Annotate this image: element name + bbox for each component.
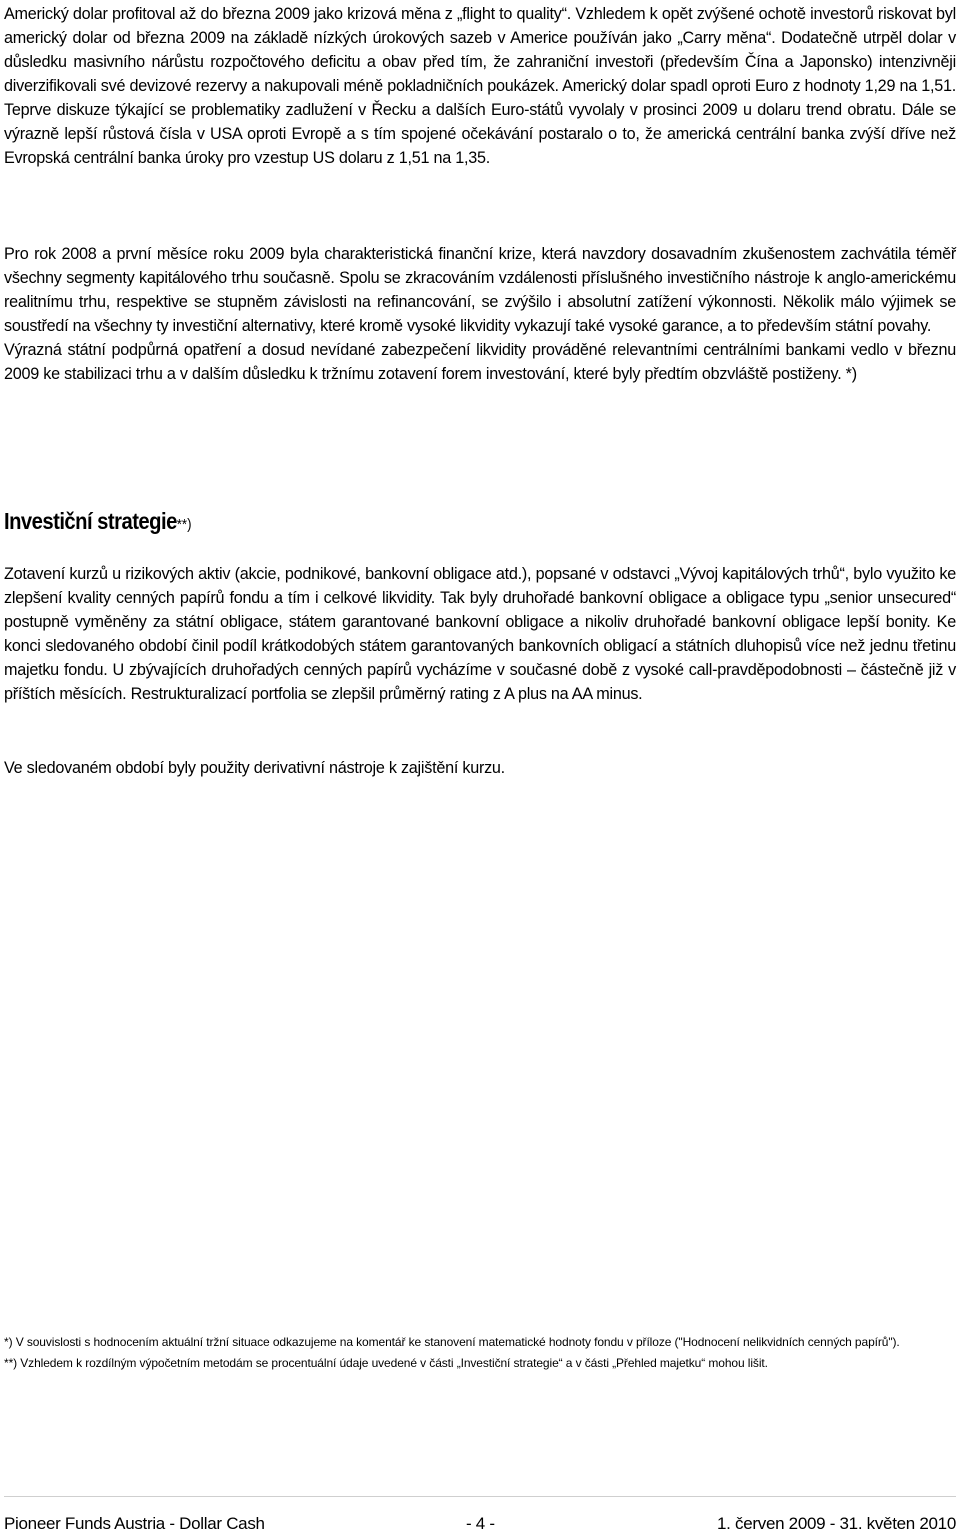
footnote-1: *) V souvislosti s hodnocením aktuální tržní situace odkazujeme na komentář ke stanovení matematické hodnoty fondu v příloze ("Hodnocení nelikvidních cenných papírů").: [4, 1335, 900, 1349]
footnote-2: **) Vzhledem k rozdílným výpočetním metodám se procentuální údaje uvedené v části „Investiční strategie“ a v části „Přehled majetku“ mohou lišit.: [4, 1356, 768, 1370]
paragraph-group-financial-crisis: [4, 242, 956, 386]
paragraph-investment-strategy: Zotavení kurzů u rizikových aktiv (akcie, podnikové, bankovní obligace atd.), popsané v odstavci „Vývoj kapitálových trhů“, bylo využito ke zlepšení kvality cenných papírů fondu a tím i celkové likvidity. Tak byly druhořadé bankovní obligace a obligace typu „senior unsecured“ postupně vyměněny za státní obligace, státem garantované bankovní obligace a nikoliv druhořadé bankovní obligace lepší bonity. Ke konci sledovaného období činil podíl krátkodobých státem garantovaných bankovních obligací a státních dluhopisů více než jednu třetinu majetku fondu. U zbývajících druhořadých cenných papírů vycházíme v současné době z vysoké call-pravděpodobnosti – částečně již v příštích měsících. Restrukturalizací portfolia se zlepšil průměrný rating z A plus na AA minus.: [4, 565, 956, 703]
footer-divider: [4, 1496, 956, 1497]
section-heading-investment-strategy: [4, 506, 191, 540]
paragraph-derivatives: Ve sledovaném období byly použity derivativní nástroje k zajištění kurzu.: [4, 759, 505, 777]
footnotes: [4, 1332, 956, 1374]
paragraph-state-support: Výrazná státní podpůrná opatření a dosud nevídané zabezpečení likvidity prováděné relevantními centrálními bankami vedlo v březnu 2009 ke stabilizaci trhu a v dalším důsledku k tržnímu zotavení forem investování, které byly předtím obzvláště postiženy. *): [4, 341, 956, 383]
page-footer: [4, 1513, 956, 1537]
footer-page-number: - 4 -: [466, 1514, 495, 1533]
footer-fund-name: Pioneer Funds Austria - Dollar Cash: [4, 1514, 265, 1533]
heading-footnote-mark: **): [176, 516, 192, 533]
footer-period: 1. červen 2009 - 31. květen 2010: [717, 1514, 956, 1533]
paragraph-financial-crisis: Pro rok 2008 a první měsíce roku 2009 byla charakteristická finanční krize, která navzdory dosavadním zkušenostem zachvátila téměř všechny segmenty kapitálového trhu současně. Spolu se zkracováním vzdálenosti příslušného investičního nástroje k anglo-americkému realitnímu trhu, respektive se stupněm závislosti na refinancování, se zvýšilo i absolutní zatížení výkonnosti. Několik málo výjimek se soustředí na všechny ty investiční alternativy, které kromě vysoké likvidity vykazují také vysoké garance, a to především státní povahy.: [4, 245, 956, 335]
heading-text: Investiční strategie: [4, 508, 177, 534]
paragraph-dollar-development: Americký dolar profitoval až do března 2009 jako krizová měna z „flight to quality“. Vzhledem k opět zvýšené ochotě investorů riskovat byl americký dolar od března 2009 na základě nízkých úrokových sazeb v Americe používán jako „Carry měna“. Dodatečně utrpěl dolar v důsledku masivního nárůstu rozpočtového deficitu a obav před tím, že zahraniční investoři (především Čína a Japonsko) intenzivněji diverzifikovali své devizové rezervy a nakupovali méně pokladničních poukázek. Americký dolar spadl oproti Euro z hodnoty 1,29 na 1,51. Teprve diskuze týkající se problematiky zadlužení v Řecku a dalších Euro-států vyvolaly v prosinci 2009 u dolaru trend obratu. Dále se výrazně lepší růstová čísla v USA oproti Evropě a s tím spojené očekávání postaralo o to, že americká centrální banka zvýší dříve než Evropská centrální banka úroky pro vzestup US dolaru z 1,51 na 1,35.: [4, 5, 956, 167]
